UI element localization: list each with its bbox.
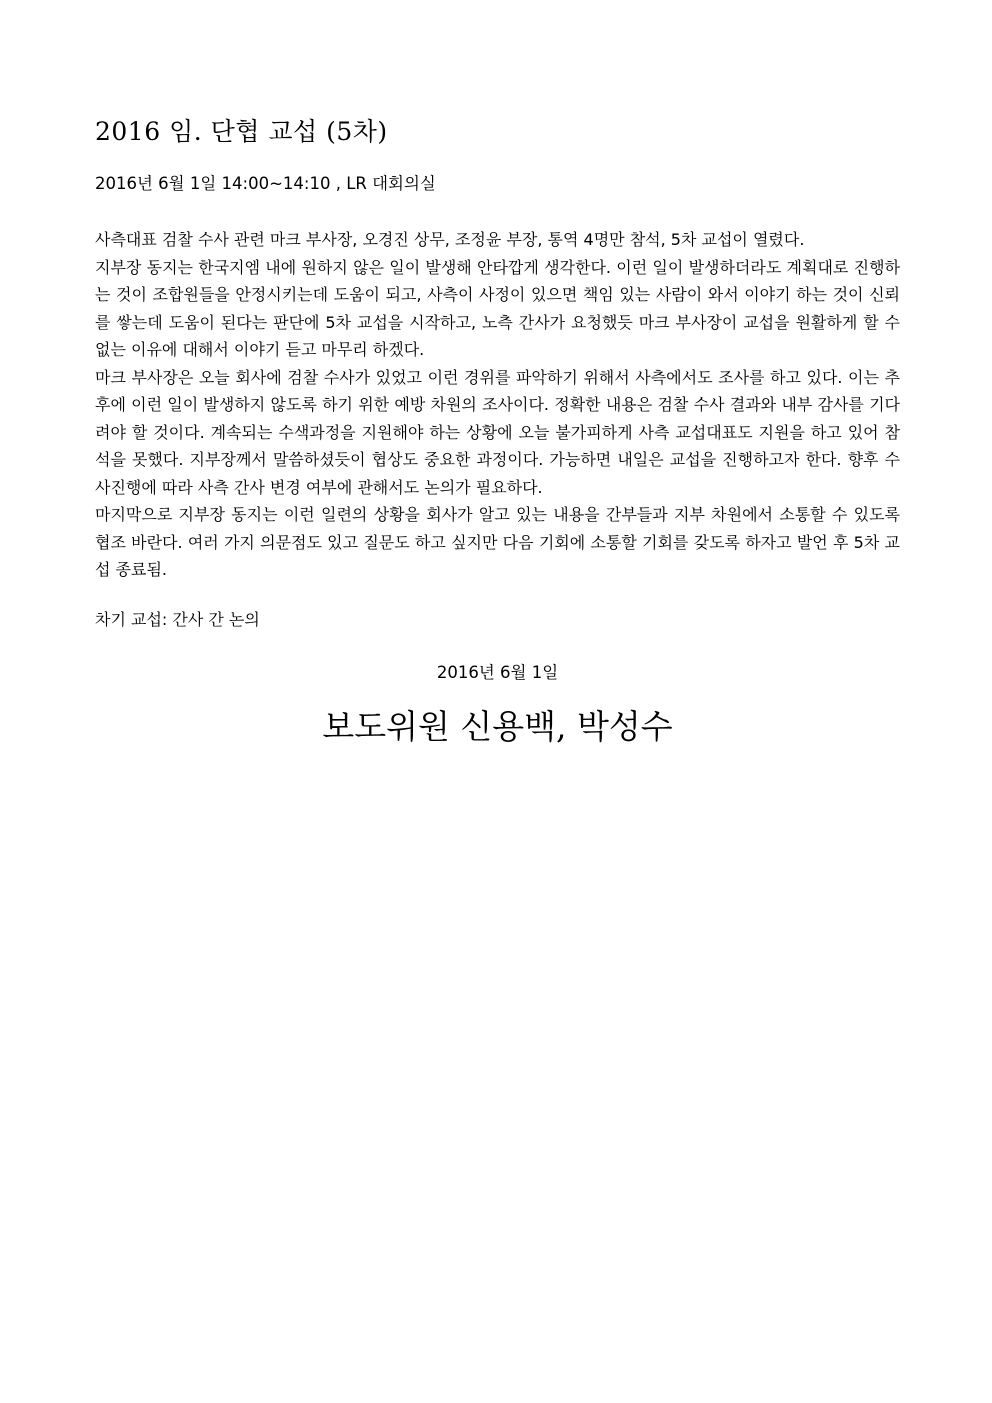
paragraph-closing-remarks: 마지막으로 지부장 동지는 이런 일련의 상황을 회사가 알고 있는 내용을 간부들과 지부 차원에서 소통할 수 있도록 협조 바란다. 여러 가지 의문점도 있고 질문도 하고 싶지만 다음 기회에 소통할 기회를 갖도록 하자고 발언 후 5차 교섭 종료됨. xyxy=(95,505,900,579)
next-meeting-note: 차기 교섭: 간사 간 논의 xyxy=(95,609,260,629)
document-body xyxy=(95,226,900,584)
paragraph-vice-president-remarks: 마크 부사장은 오늘 회사에 검찰 수사가 있었고 이런 경위를 파악하기 위해서 사측에서도 조사를 하고 있다. 이는 추후에 이런 일이 발생하지 않도록 하기 위한 예방 차원의 조사이다. 정확한 내용은 검찰 수사 결과와 내부 감사를 기다려야 할 것이다. 계속되는 수색과정을 지원해야 하는 상황에 오늘 불가피하게 사측 교섭대표도 지원을 하고 있어 참석을 못했다. 지부장께서 말씀하셨듯이 협상도 중요한 과정이다. 가능하면 내일은 교섭을 진행하고자 한다. 향후 수사진행에 따라 사측 간사 변경 여부에 관해서도 논의가 필요하다. xyxy=(95,367,900,497)
meeting-date-location: 2016년 6월 1일 14:00~14:10 , LR 대회의실 xyxy=(95,174,436,193)
reporters-signature: 보도위원 신용백, 박성수 xyxy=(322,707,673,746)
paragraph-attendance: 사측대표 검찰 수사 관련 마크 부사장, 오경진 상무, 조정윤 부장, 통역 4명만 참석, 5차 교섭이 열렸다. xyxy=(95,230,805,249)
document-title: 2016 임. 단협 교섭 (5차) xyxy=(95,117,388,146)
signature-date: 2016년 6월 1일 xyxy=(436,663,559,682)
paragraph-union-leader-remarks: 지부장 동지는 한국지엠 내에 원하지 않은 일이 발생해 안타깝게 생각한다. 이런 일이 발생하더라도 계획대로 진행하는 것이 조합원들을 안정시키는데 도움이 되고, 사측이 사정이 있으면 책임 있는 사람이 와서 이야기 하는 것이 신뢰를 쌓는데 도움이 된다는 판단에 5차 교섭을 시작하고, 노측 간사가 요청했듯 마크 부사장이 교섭을 원활하게 할 수 없는 이유에 대해서 이야기 듣고 마무리 하겠다. xyxy=(95,257,900,359)
document-page xyxy=(95,112,900,751)
